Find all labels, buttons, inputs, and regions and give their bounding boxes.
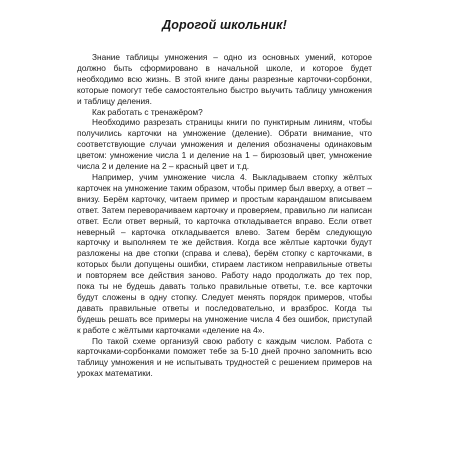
paragraph-intro: Знание таблицы умножения – одно из основных умений, которое должно быть сформировано в начальной школе, и которое будет необходимо всю жизнь. В этой книге даны разрезные карточки-сорбонки, которые помогут тебе самостоятельно быстро выучить таблицу умножения и таблицу деления. [77, 52, 372, 106]
paragraph-question: Как работать с тренажёром? [92, 106, 203, 117]
paragraph-conclusion: По такой схеме организуй свою работу с каждым числом. Работа с карточками-сорбонками поможет тебе за 5-10 дней прочно запомнить всю таблицу умножения и не испытывать трудностей с решением примеров на уроках математики. [77, 335, 372, 379]
paragraph-example: Например, учим умножение числа 4. Выкладываем стопку жёлтых карточек на умножение таким образом, чтобы пример был вверху, а ответ – внизу. Берём карточку, читаем пример и простым карандашом вписываем ответ. Затем переворачиваем карточку и проверяем, правильно ли написан ответ. Если ответ верный, то карточка откладывается вправо. Если ответ неверный – карточка откладывается влево. Затем берём следующую карточку и выполняем те же действия. Когда все жёлтые карточки будут разложены на две стопки (справа и слева), берём стопку с карточками, в которых были допущены ошибки, стираем ластиком неправильные ответы и повторяем все действия заново. Работу надо продолжать до тех пор, пока ты не будешь давать только правильные ответы, т.е. все карточки будут сложены в одну стопку. Следует менять порядок примеров, чтобы давать правильные ответы и последовательно, и вразброс. Когда ты будешь решать все примеры на умножение числа 4 без ошибок, приступай к работе с жёлтыми карточками «деление на 4». [77, 171, 372, 335]
paragraph-instructions: Необходимо разрезать страницы книги по пунктирным линиям, чтобы получились карточки на умножение (деление). Обрати внимание, что соответствующие случаи умножения и деления обозначены одинаковым цветом: умножение числа 1 и деление на 1 – бирюзовый цвет, умножение числа 2 и деление на 2 – красный цвет и т.д. [77, 117, 372, 172]
body-text [77, 52, 372, 379]
page-title: Дорогой школьник! [162, 18, 287, 32]
